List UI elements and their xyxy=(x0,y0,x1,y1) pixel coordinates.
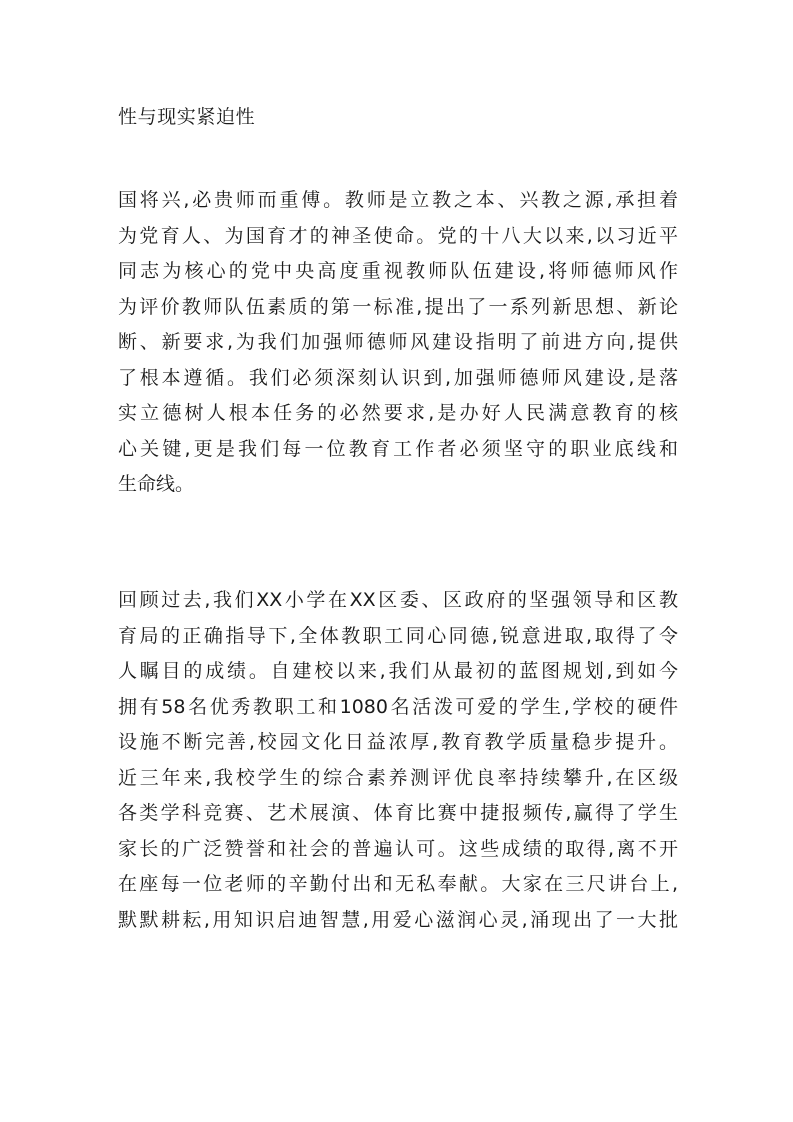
text-line: 国将兴,必贵师而重傅。教师是立教之本、兴教之源,承担着 xyxy=(118,189,678,211)
text-line: 为评价教师队伍素质的第一标准,提出了一系列新思想、新论 xyxy=(118,295,678,318)
text-line: 在座每一位老师的辛勤付出和无私奉献。大家在三尺讲台上, xyxy=(118,873,678,895)
paragraph-school-review xyxy=(118,583,678,938)
section-heading-fragment: 性与现实紧迫性 xyxy=(118,106,256,128)
text-line: 设施不断完善,校园文化日益浓厚,教育教学质量稳步提升。 xyxy=(118,731,678,753)
text-line: 育局的正确指导下,全体教职工同心同德,锐意进取,取得了令 xyxy=(118,624,678,647)
text-line: 断、新要求,为我们加强师德师风建设指明了前进方向,提供 xyxy=(118,331,678,353)
text-line: 人瞩目的成绩。自建校以来,我们从最初的蓝图规划,到如今 xyxy=(118,660,678,682)
paragraph-teacher-ethics xyxy=(118,183,678,503)
text-line: 家长的广泛赞誉和社会的普遍认可。这些成绩的取得,离不开 xyxy=(118,837,678,860)
text-line: 拥有58名优秀教职工和1080名活泼可爱的学生,学校的硬件 xyxy=(118,695,678,718)
text-line: 近三年来,我校学生的综合素养测评优良率持续攀升,在区级 xyxy=(118,766,678,789)
text-line: 生命线。 xyxy=(118,473,195,495)
text-line: 了根本遵循。我们必须深刻认识到,加强师德师风建设,是落 xyxy=(118,366,678,389)
text-line: 实立德树人根本任务的必然要求,是办好人民满意教育的核 xyxy=(118,402,678,424)
text-line: 各类学科竞赛、艺术展演、体育比赛中捷报频传,赢得了学生 xyxy=(118,802,678,824)
text-line: 同志为核心的党中央高度重视教师队伍建设,将师德师风作 xyxy=(118,260,678,282)
text-line: 回顾过去,我们XX小学在XX区委、区政府的坚强领导和区教 xyxy=(118,589,678,611)
text-line: 默默耕耘,用知识启迪智慧,用爱心滋润心灵,涌现出了一大批 xyxy=(118,908,678,931)
text-line: 为党育人、为国育才的神圣使命。党的十八大以来,以习近平 xyxy=(118,224,678,247)
text-line: 心关键,更是我们每一位教育工作者必须坚守的职业底线和 xyxy=(118,437,678,460)
